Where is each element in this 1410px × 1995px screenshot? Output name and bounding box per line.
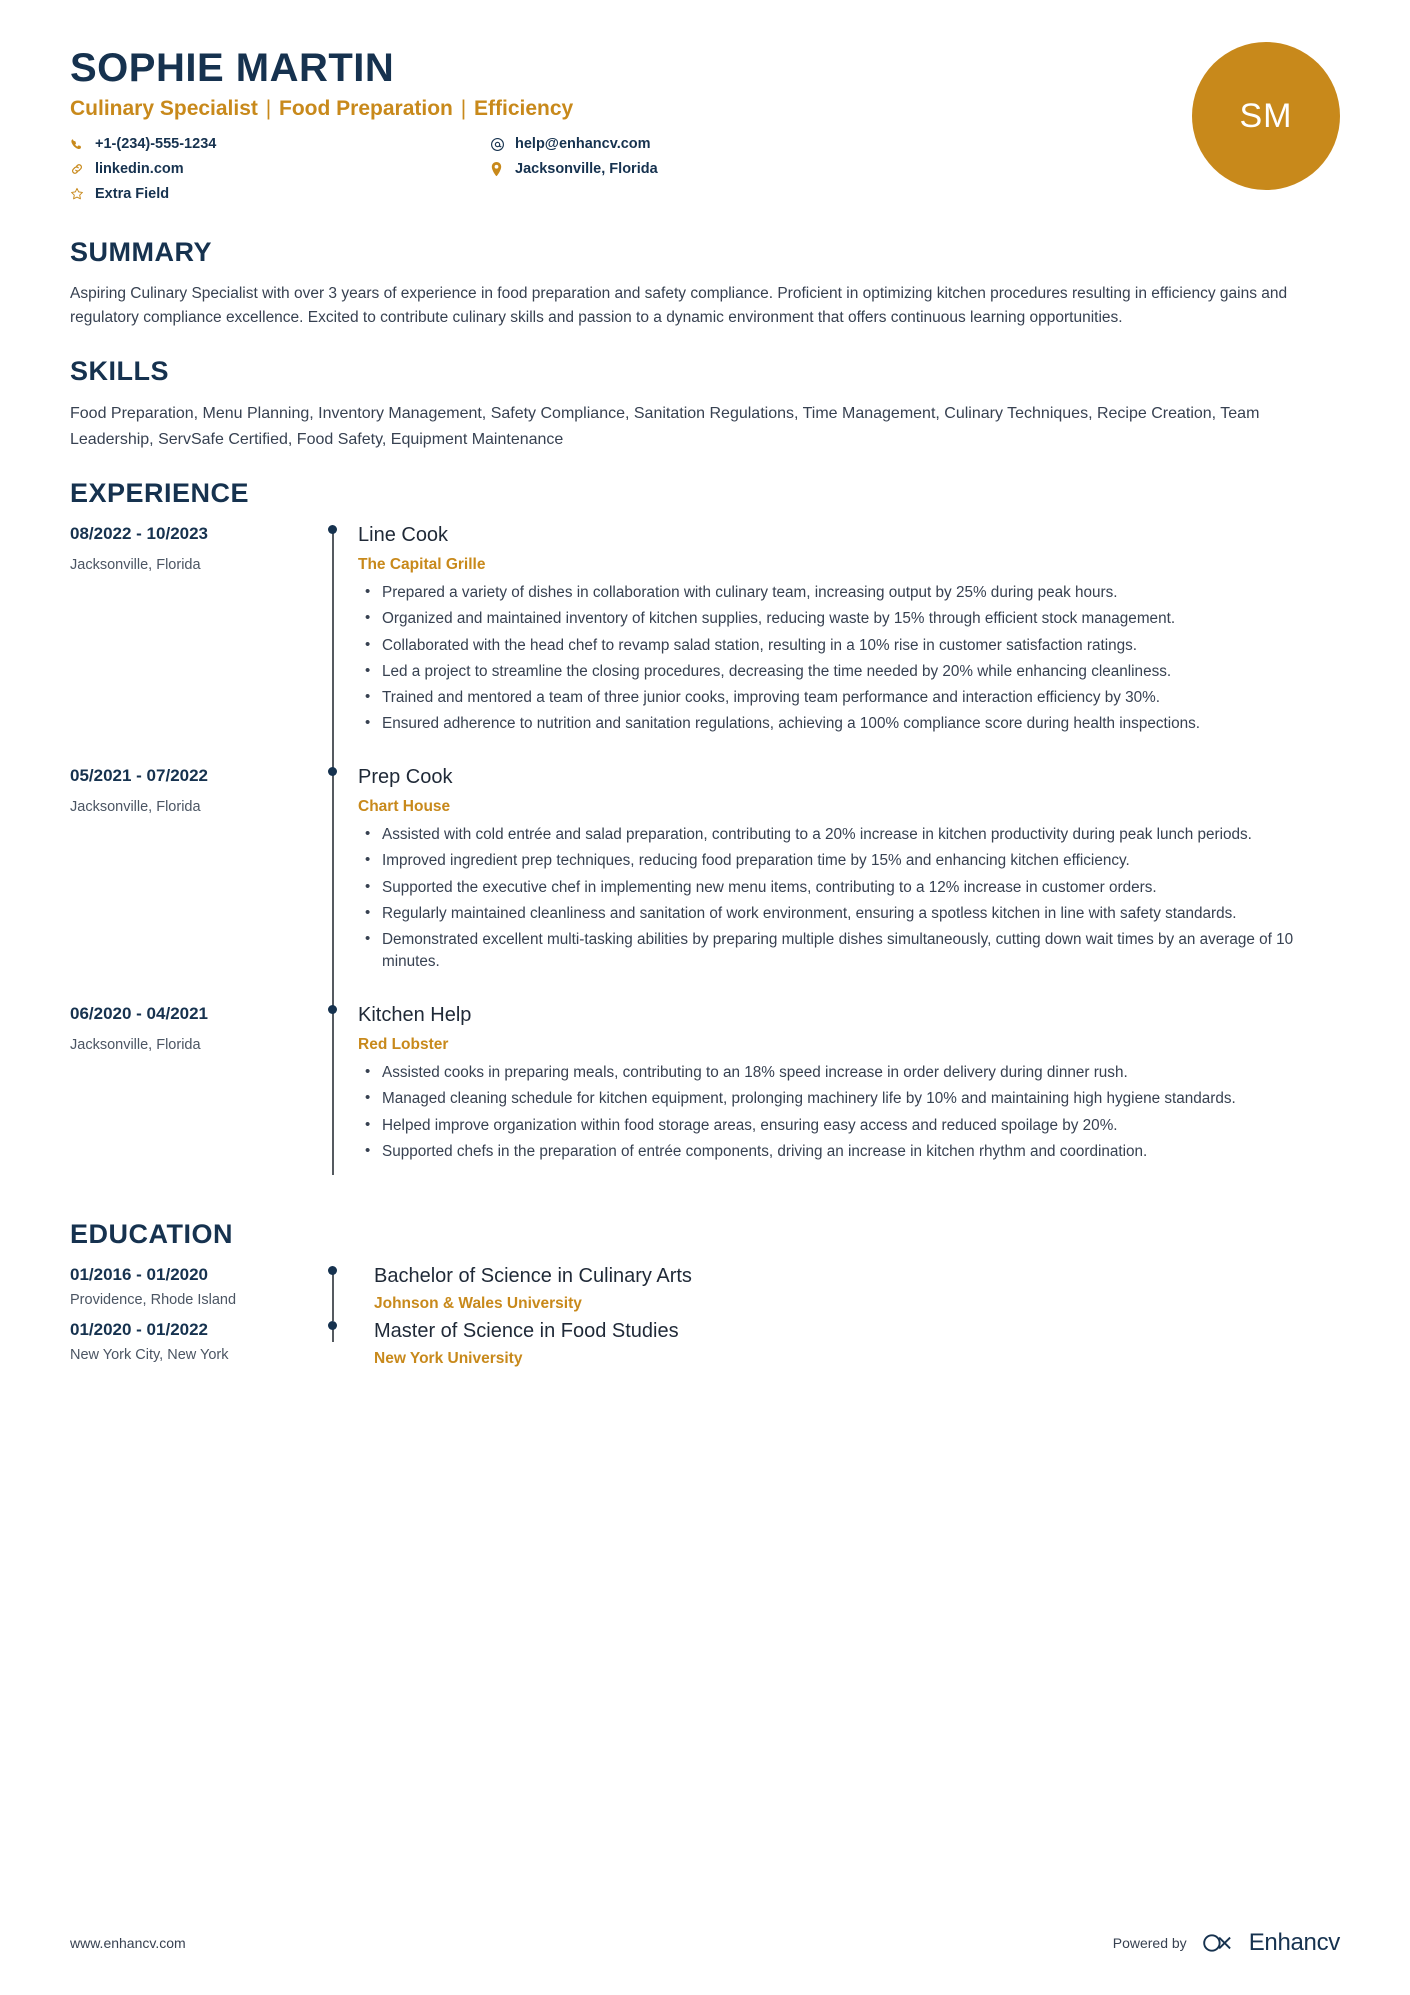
experience-bullets (358, 1062, 1340, 1163)
list-item: • Demonstrated excellent multi-tasking abilities by preparing multiple dishes simultaneously, cutting down wait times by an average of 10 minutes. (380, 929, 1340, 973)
timeline-rail (320, 1319, 358, 1368)
contact-location (490, 160, 890, 179)
section-experience (70, 478, 1340, 1193)
experience-date: 05/2021 - 07/2022 (70, 766, 209, 786)
contact-linkedin[interactable] (70, 160, 480, 179)
footer-branding (1113, 1929, 1340, 1957)
contact-phone (70, 135, 480, 154)
list-item: • Managed cleaning schedule for kitchen equipment, prolonging machinery life by 10% and maintaining high hygiene standards. (380, 1088, 1340, 1110)
contact-email[interactable] (490, 135, 890, 154)
headline-part-1: Culinary Specialist (70, 97, 258, 120)
list-item: • Helped improve organization within food storage areas, ensuring easy access and reduced spoilage by 20%. (380, 1115, 1340, 1137)
experience-location: Jacksonville, Florida (70, 799, 201, 816)
timeline-rail (320, 523, 358, 765)
link-icon (70, 162, 90, 176)
skills-list: Food Preparation, Menu Planning, Inventory Management, Safety Compliance, Sanitation Regulations, Time Management, Culinary Techniques, Recipe Creation, Team Leadership, ServSafe Certified, Food Safety, Equipment Maintenance (70, 405, 1260, 448)
headline-part-3: Efficiency (474, 97, 574, 120)
page-title: SOPHIE MARTIN (70, 46, 395, 90)
education-item (70, 1264, 1340, 1313)
experience-role: Kitchen Help (358, 1004, 472, 1027)
experience-bullets (358, 582, 1340, 735)
contact-linkedin-text: linkedin.com (95, 161, 184, 178)
experience-item (70, 523, 1340, 765)
experience-bullets (358, 824, 1340, 973)
timeline-dot (328, 1005, 337, 1014)
education-item (70, 1319, 1340, 1368)
experience-meta (70, 765, 320, 1003)
list-item: • Assisted with cold entrée and salad preparation, contributing to a 20% increase in kitchen productivity during peak lunch periods. (380, 824, 1340, 846)
enhancv-mark-icon (1201, 1930, 1241, 1956)
list-item: • Prepared a variety of dishes in collaboration with culinary team, increasing output by 25% during peak hours. (380, 582, 1340, 604)
timeline-dot (328, 1266, 337, 1275)
section-skills (70, 356, 1340, 452)
timeline-line (332, 1011, 334, 1175)
contact-phone-text: +1-(234)-555-1234 (95, 136, 217, 153)
education-details (358, 1264, 1340, 1313)
experience-location: Jacksonville, Florida (70, 1037, 201, 1054)
phone-icon (70, 138, 90, 152)
timeline-dot (328, 767, 337, 776)
location-icon (490, 162, 510, 177)
education-date: 01/2016 - 01/2020 (70, 1264, 209, 1284)
education-location: New York City, New York (70, 1347, 229, 1364)
education-title: EDUCATION (70, 1218, 233, 1249)
list-item: • Assisted cooks in preparing meals, contributing to an 18% speed increase in order delivery during dinner rush. (380, 1062, 1340, 1084)
experience-company: Chart House (358, 798, 451, 816)
contact-extra-field-text: Extra Field (95, 185, 170, 202)
education-date: 01/2020 - 01/2022 (70, 1319, 209, 1339)
list-item: • Regularly maintained cleanliness and sanitation of work environment, ensuring a spotless kitchen in line with safety standards. (380, 903, 1340, 925)
list-item: • Supported the executive chef in implementing new menu items, contributing to a 12% increase in customer orders. (380, 877, 1340, 899)
experience-date: 08/2022 - 10/2023 (70, 524, 209, 544)
avatar (1192, 42, 1340, 190)
education-details (358, 1319, 1340, 1368)
contact-info (70, 135, 890, 204)
enhancv-logo (1201, 1929, 1340, 1957)
education-school: Johnson & Wales University (374, 1294, 582, 1312)
section-summary (70, 237, 1340, 330)
page-footer (70, 1929, 1340, 1957)
education-school: New York University (374, 1349, 523, 1367)
experience-role: Prep Cook (358, 766, 453, 789)
timeline-line (332, 1272, 334, 1321)
experience-location: Jacksonville, Florida (70, 557, 201, 574)
list-item: • Collaborated with the head chef to revamp salad station, resulting in a 10% rise in customer satisfaction ratings. (380, 635, 1340, 657)
timeline-dot (328, 1321, 337, 1330)
timeline-rail (320, 1264, 358, 1313)
summary-title: SUMMARY (70, 237, 212, 267)
summary-text: Aspiring Culinary Specialist with over 3 years of experience in food preparation and safety compliance. Proficient in optimizing kitchen procedures resulting in efficiency gains and regulatory compliance excellence. Excited to contribute culinary skills and passion to a dynamic environment that offers continuous learning opportunities. (70, 285, 1288, 327)
experience-item (70, 1003, 1340, 1193)
powered-by-label: Powered by (1112, 1935, 1187, 1951)
experience-company: Red Lobster (358, 1036, 449, 1054)
experience-company: The Capital Grille (358, 556, 486, 574)
list-item: • Organized and maintained inventory of kitchen supplies, reducing waste by 15% through efficient stock management. (380, 608, 1340, 630)
timeline-line (332, 773, 334, 1009)
timeline-dot (328, 525, 337, 534)
experience-details (358, 1003, 1340, 1193)
skills-title: SKILLS (70, 356, 170, 387)
list-item: • Ensured adherence to nutrition and sanitation regulations, achieving a 100% compliance score during health inspections. (380, 713, 1340, 735)
experience-meta (70, 523, 320, 765)
professional-headline: Culinary Specialist | Food Preparation | Efficiency (70, 97, 574, 120)
list-item: • Led a project to streamline the closing procedures, decreasing the time needed by 20% while enhancing cleanliness. (380, 661, 1340, 683)
avatar-initials: SM (1239, 96, 1293, 135)
resume-header (70, 46, 1340, 211)
education-meta (70, 1264, 320, 1313)
experience-details (358, 523, 1340, 765)
star-icon (70, 187, 90, 201)
timeline-line (332, 531, 334, 771)
list-item: • Trained and mentored a team of three junior cooks, improving team performance and interaction efficiency by 30%. (380, 687, 1340, 709)
experience-item (70, 765, 1340, 1003)
timeline-rail (320, 765, 358, 1003)
experience-role: Line Cook (358, 524, 449, 547)
experience-meta (70, 1003, 320, 1193)
experience-date: 06/2020 - 04/2021 (70, 1004, 209, 1024)
timeline-rail (320, 1003, 358, 1193)
contact-location-text: Jacksonville, Florida (515, 161, 658, 178)
experience-title: EXPERIENCE (70, 478, 250, 509)
contact-extra-field (70, 185, 480, 204)
enhancv-wordmark: Enhancv (1248, 1929, 1340, 1956)
education-location: Providence, Rhode Island (70, 1292, 237, 1309)
list-item: • Improved ingredient prep techniques, reducing food preparation time by 15% and enhancing kitchen efficiency. (380, 850, 1340, 872)
experience-details (358, 765, 1340, 1003)
education-meta (70, 1319, 320, 1368)
footer-url[interactable]: www.enhancv.com (70, 1935, 186, 1951)
education-degree: Master of Science in Food Studies (374, 1319, 679, 1342)
list-item: • Supported chefs in the preparation of entrée components, driving an increase in kitchen rhythm and coordination. (380, 1141, 1340, 1163)
section-education (70, 1219, 1340, 1368)
email-icon (490, 137, 510, 152)
contact-email-text: help@enhancv.com (515, 136, 651, 153)
headline-part-2: Food Preparation (279, 97, 453, 120)
education-degree: Bachelor of Science in Culinary Arts (374, 1264, 692, 1287)
